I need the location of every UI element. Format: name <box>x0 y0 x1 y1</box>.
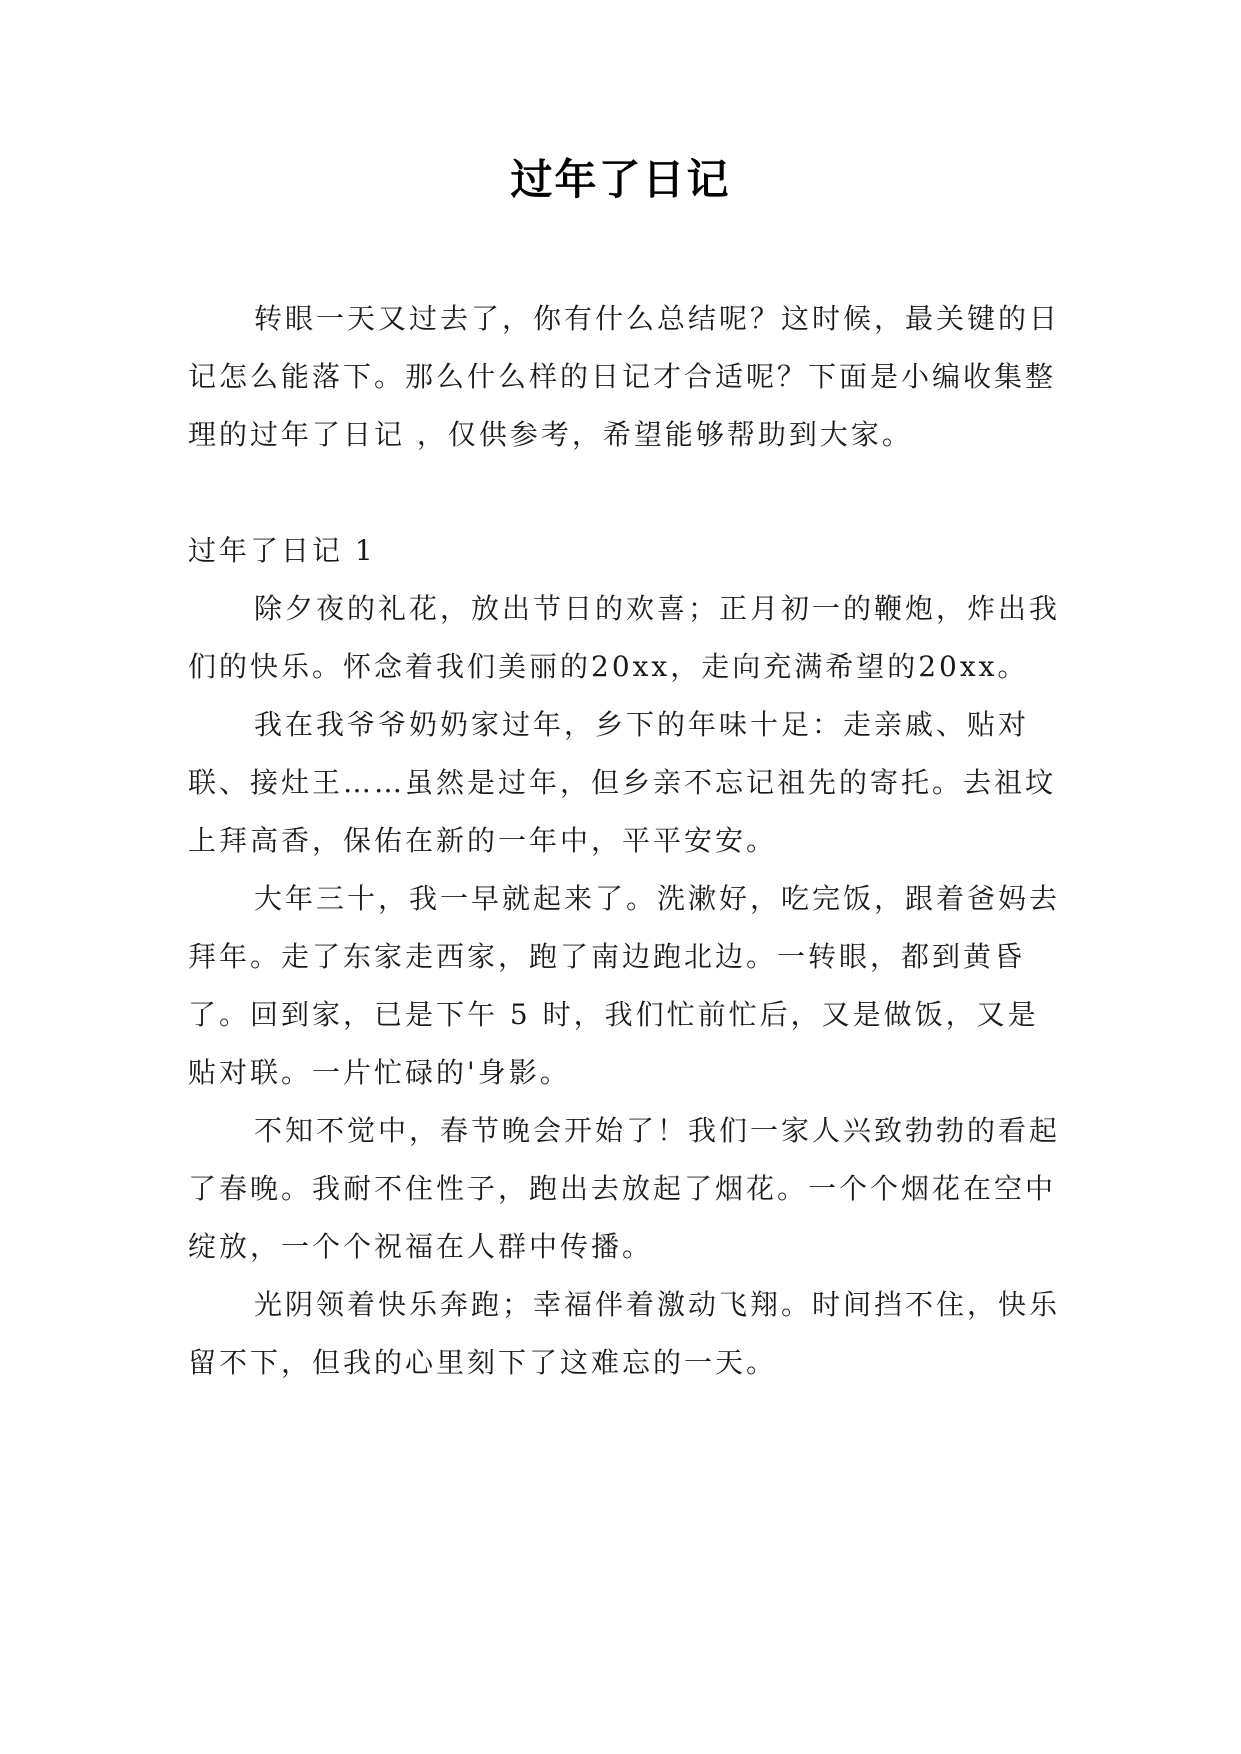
intro-paragraph: 转眼一天又过去了，你有什么总结呢？这时候，最关键的日记怎么能落下。那么什么样的日记才合适呢？下面是小编收集整理的过年了日记 ，仅供参考，希望能够帮助到大家。 <box>188 302 1061 451</box>
diary-paragraph-2: 我在我爷爷奶奶家过年，乡下的年味十足：走亲戚、贴对联、接灶王……虽然是过年，但乡亲不忘记祖先的寄托。去祖坟上拜高香，保佑在新的一年中，平平安安。 <box>188 708 1057 857</box>
document-title: 过年了日记 <box>510 155 731 204</box>
section-heading: 过年了日记 1 <box>188 534 376 567</box>
diary-paragraph-4: 不知不觉中，春节晚会开始了！我们一家人兴致勃勃的看起了春晚。我耐不住性子，跑出去放起了烟花。一个个烟花在空中绽放，一个个祝福在人群中传播。 <box>188 1114 1061 1263</box>
paragraph-spacer <box>188 464 1068 522</box>
diary-paragraph-5: 光阴领着快乐奔跑；幸福伴着激动飞翔。时间挡不住，快乐留不下，但我的心里刻下了这难忘的一天。 <box>188 1288 1061 1379</box>
diary-paragraph-1: 除夕夜的礼花，放出节日的欢喜；正月初一的鞭炮，炸出我们的快乐。怀念着我们美丽的20xx，走向充满希望的20xx。 <box>188 592 1061 683</box>
diary-paragraph-3: 大年三十，我一早就起来了。洗漱好，吃完饭，跟着爸妈去拜年。走了东家走西家，跑了南边跑北边。一转眼，都到黄昏了。回到家，已是下午 5 时，我们忙前忙后，又是做饭，又是贴对联。一片忙碌的'身影。 <box>188 882 1061 1089</box>
document-body <box>188 290 1068 1392</box>
